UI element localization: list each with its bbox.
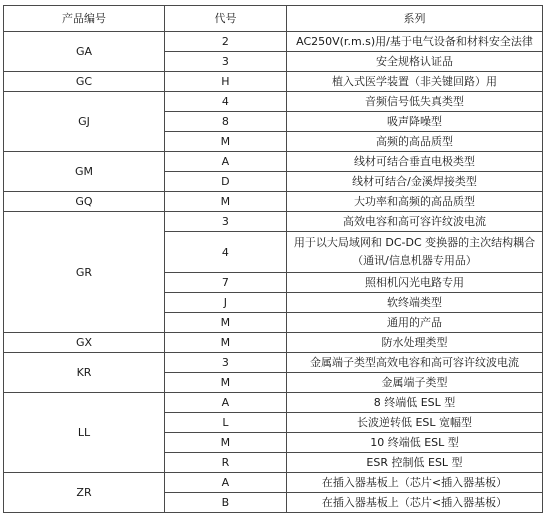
code-cell: M — [165, 433, 287, 453]
table-container — [3, 5, 543, 513]
code-cell: 4 — [165, 232, 287, 273]
code-cell: 2 — [165, 32, 287, 52]
series-description-cell: 线材可结合垂直电极类型 — [287, 152, 543, 172]
series-description-cell: 音频信号低失真类型 — [287, 92, 543, 112]
table-row — [4, 72, 543, 92]
product-code-cell: GJ — [4, 92, 165, 152]
series-description-cell: 金属端子类型高效电容和高可容许纹波电流 — [287, 353, 543, 373]
header-series: 系列 — [287, 6, 543, 32]
product-code-cell: KR — [4, 353, 165, 393]
product-code-cell: GA — [4, 32, 165, 72]
code-cell: M — [165, 313, 287, 333]
header-row — [4, 6, 543, 32]
table-row — [4, 32, 543, 52]
code-cell: 4 — [165, 92, 287, 112]
table-body — [4, 32, 543, 513]
header-code: 代号 — [165, 6, 287, 32]
series-description-cell: AC250V(r.m.s)用/基于电气设备和材料安全法律 — [287, 32, 543, 52]
table-row — [4, 353, 543, 373]
product-code-table — [3, 5, 543, 513]
series-description-cell: ESR 控制低 ESL 型 — [287, 453, 543, 473]
series-description-cell: 防水处理类型 — [287, 333, 543, 353]
table-row — [4, 212, 543, 232]
series-description-cell: 高频的高品质型 — [287, 132, 543, 152]
product-code-cell: GM — [4, 152, 165, 192]
table-row — [4, 92, 543, 112]
code-cell: M — [165, 192, 287, 212]
series-description-cell: 金属端子类型 — [287, 373, 543, 393]
code-cell: M — [165, 132, 287, 152]
table-row — [4, 473, 543, 493]
series-description-cell: 用于以大局域网和 DC-DC 变换器的主次结构耦合（通讯/信息机器专用品） — [287, 232, 543, 273]
code-cell: H — [165, 72, 287, 92]
series-description-cell: 高效电容和高可容许纹波电流 — [287, 212, 543, 232]
code-cell: A — [165, 152, 287, 172]
product-code-cell: LL — [4, 393, 165, 473]
series-description-cell: 在插入器基板上（芯片<插入器基板） — [287, 493, 543, 513]
product-code-cell: GC — [4, 72, 165, 92]
header-product: 产品编号 — [4, 6, 165, 32]
series-description-cell: 植入式医学装置（非关键回路）用 — [287, 72, 543, 92]
code-cell: A — [165, 393, 287, 413]
code-cell: M — [165, 373, 287, 393]
table-row — [4, 152, 543, 172]
code-cell: 7 — [165, 273, 287, 293]
code-cell: D — [165, 172, 287, 192]
code-cell: 3 — [165, 353, 287, 373]
code-cell: 3 — [165, 212, 287, 232]
table-row — [4, 333, 543, 353]
code-cell: B — [165, 493, 287, 513]
code-cell: R — [165, 453, 287, 473]
series-description-cell: 8 终端低 ESL 型 — [287, 393, 543, 413]
series-description-cell: 吸声降噪型 — [287, 112, 543, 132]
series-description-cell: 在插入器基板上（芯片<插入器基板） — [287, 473, 543, 493]
series-description-cell: 线材可结合/金溪焊接类型 — [287, 172, 543, 192]
code-cell: J — [165, 293, 287, 313]
product-code-cell: GX — [4, 333, 165, 353]
code-cell: 3 — [165, 52, 287, 72]
series-description-cell: 大功率和高频的高品质型 — [287, 192, 543, 212]
code-cell: L — [165, 413, 287, 433]
table-row — [4, 192, 543, 212]
code-cell: A — [165, 473, 287, 493]
series-description-cell: 10 终端低 ESL 型 — [287, 433, 543, 453]
product-code-cell: ZR — [4, 473, 165, 513]
table-row — [4, 393, 543, 413]
series-description-cell: 通用的产品 — [287, 313, 543, 333]
series-description-cell: 照相机闪光电路专用 — [287, 273, 543, 293]
product-code-cell: GQ — [4, 192, 165, 212]
series-description-cell: 安全规格认证品 — [287, 52, 543, 72]
code-cell: M — [165, 333, 287, 353]
product-code-cell: GR — [4, 212, 165, 333]
code-cell: 8 — [165, 112, 287, 132]
series-description-cell: 长波逆转低 ESL 宽幅型 — [287, 413, 543, 433]
series-description-cell: 软终端类型 — [287, 293, 543, 313]
